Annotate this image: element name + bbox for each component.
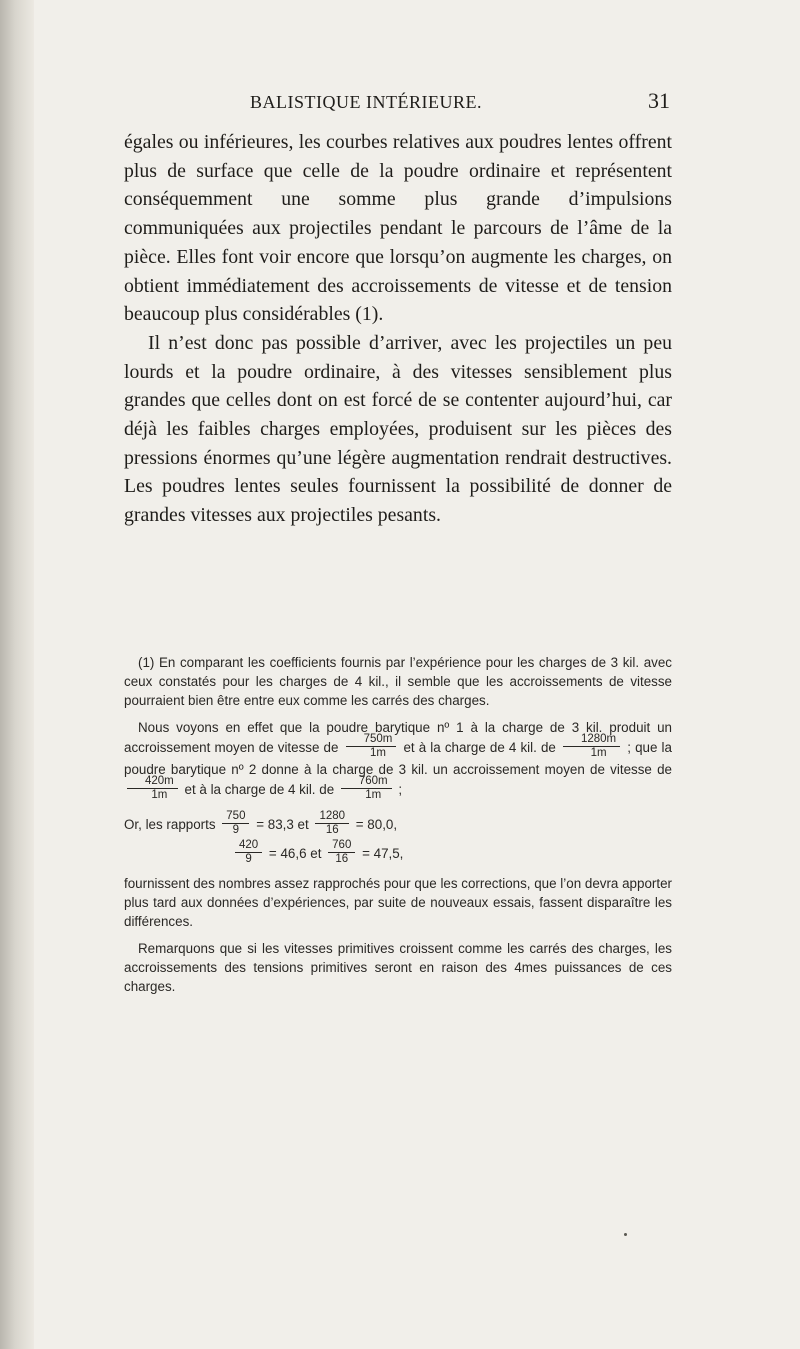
ratio-result: = 47,5,: [362, 846, 404, 862]
fraction-denominator: 16: [325, 824, 339, 836]
fraction-denominator: 9: [245, 853, 252, 865]
footnote-text: et à la charge de 4 kil. de: [403, 740, 556, 756]
paragraph: Il n’est donc pas possible d’arriver, avec les projectiles un peu lourds et la poudre ordinaire, à des vitesses sensiblement plus grandes que celles dont on est forcé de se contenter aujourd’hui, car déjà les faibles charges employées, produisent sur les pièces des pressions énormes qu’une légère augmentation rendrait destructives. Les poudres lentes seules fournissent la possibilité de donner de grandes vitesses aux projectiles pesants.: [124, 331, 672, 527]
ratio-result: = 83,3 et: [256, 817, 309, 833]
fraction-numerator: 760m: [341, 775, 392, 789]
fraction: [563, 733, 620, 760]
footnote-paragraph: Remarquons que si les vitesses primitives croissent comme les carrés des charges, les accroissements des tensions primitives seront en raison des 4mes puissances de ces charges.: [124, 941, 672, 994]
fraction-numerator: 760: [328, 839, 355, 853]
footnote: [124, 653, 672, 996]
fraction: [127, 775, 178, 802]
ratio-result: = 80,0,: [355, 817, 398, 833]
fraction-numerator: 420: [235, 839, 262, 853]
fraction: [222, 810, 249, 837]
paragraph: égales ou inférieures, les courbes relatives aux poudres lentes offrent plus de surface que celle de la poudre ordinaire et représentent conséquemment une somme plus grande d’impulsions communiquées aux projectiles pendant le parcours de l’âme de la pièce. Elles font voir encore que lorsqu’on augmente les charges, on obtient immédiatement des accroissements de vitesse et de tension beaucoup plus considérables (1).: [124, 131, 672, 326]
page-number: 31: [648, 88, 670, 113]
fraction: [328, 839, 355, 866]
fraction-numerator: 750m: [346, 733, 397, 747]
main-text: [124, 128, 672, 530]
running-title: BALISTIQUE INTÉRIEURE.: [250, 92, 482, 112]
page-edge-shadow: [0, 0, 34, 1349]
fraction: [341, 775, 392, 802]
fraction-denominator: 1m: [365, 789, 382, 801]
fraction: [315, 810, 349, 837]
footnote-text: ;: [398, 782, 403, 798]
footnote-paragraph: (1) En comparant les coefficients fournis par l’expérience pour les charges de 3 kil. avec ceux constatés pour les charges de 4 kil., il semble que les accroissements de vitesse pourraient bien être entre eux comme les carrés des charges.: [124, 655, 672, 708]
fraction-denominator: 9: [232, 824, 240, 836]
fraction-numerator: 1280: [315, 810, 349, 824]
fraction: [346, 733, 397, 760]
ratio-lead: Or, les rapports: [124, 817, 216, 833]
paper-speck: [624, 1233, 627, 1236]
footnote-paragraph: [124, 718, 672, 802]
ratio-line: [124, 810, 672, 837]
fraction-numerator: 750: [222, 810, 249, 824]
fraction-denominator: 1m: [151, 789, 168, 801]
footnote-text: Nous voyons en effet que la poudre barytique nº 1 à la charge de 3 kil. produit un accroissement moyen de vitesse de: [124, 720, 672, 756]
fraction-numerator: 420m: [127, 775, 178, 789]
page-header: [250, 88, 670, 118]
footnote-text: ; que la poudre barytique nº 2 donne à la charge de 3 kil. un accroissement moyen de vitesse de: [124, 740, 672, 777]
ratio-line: [124, 839, 672, 866]
footnote-text: et à la charge de 4 kil. de: [184, 782, 335, 798]
fraction: [235, 839, 262, 866]
fraction-denominator: 16: [335, 853, 349, 865]
ratio-result: = 46,6 et: [268, 846, 322, 862]
fraction-denominator: 1m: [590, 747, 607, 759]
fraction-numerator: 1280m: [563, 733, 620, 747]
fraction-denominator: 1m: [369, 747, 386, 759]
footnote-paragraph: fournissent des nombres assez rapprochés pour que les corrections, que l’on devra apporter plus tard aux données d’expériences, par suite de nouveaux essais, fassent disparaître les différences.: [124, 876, 672, 929]
